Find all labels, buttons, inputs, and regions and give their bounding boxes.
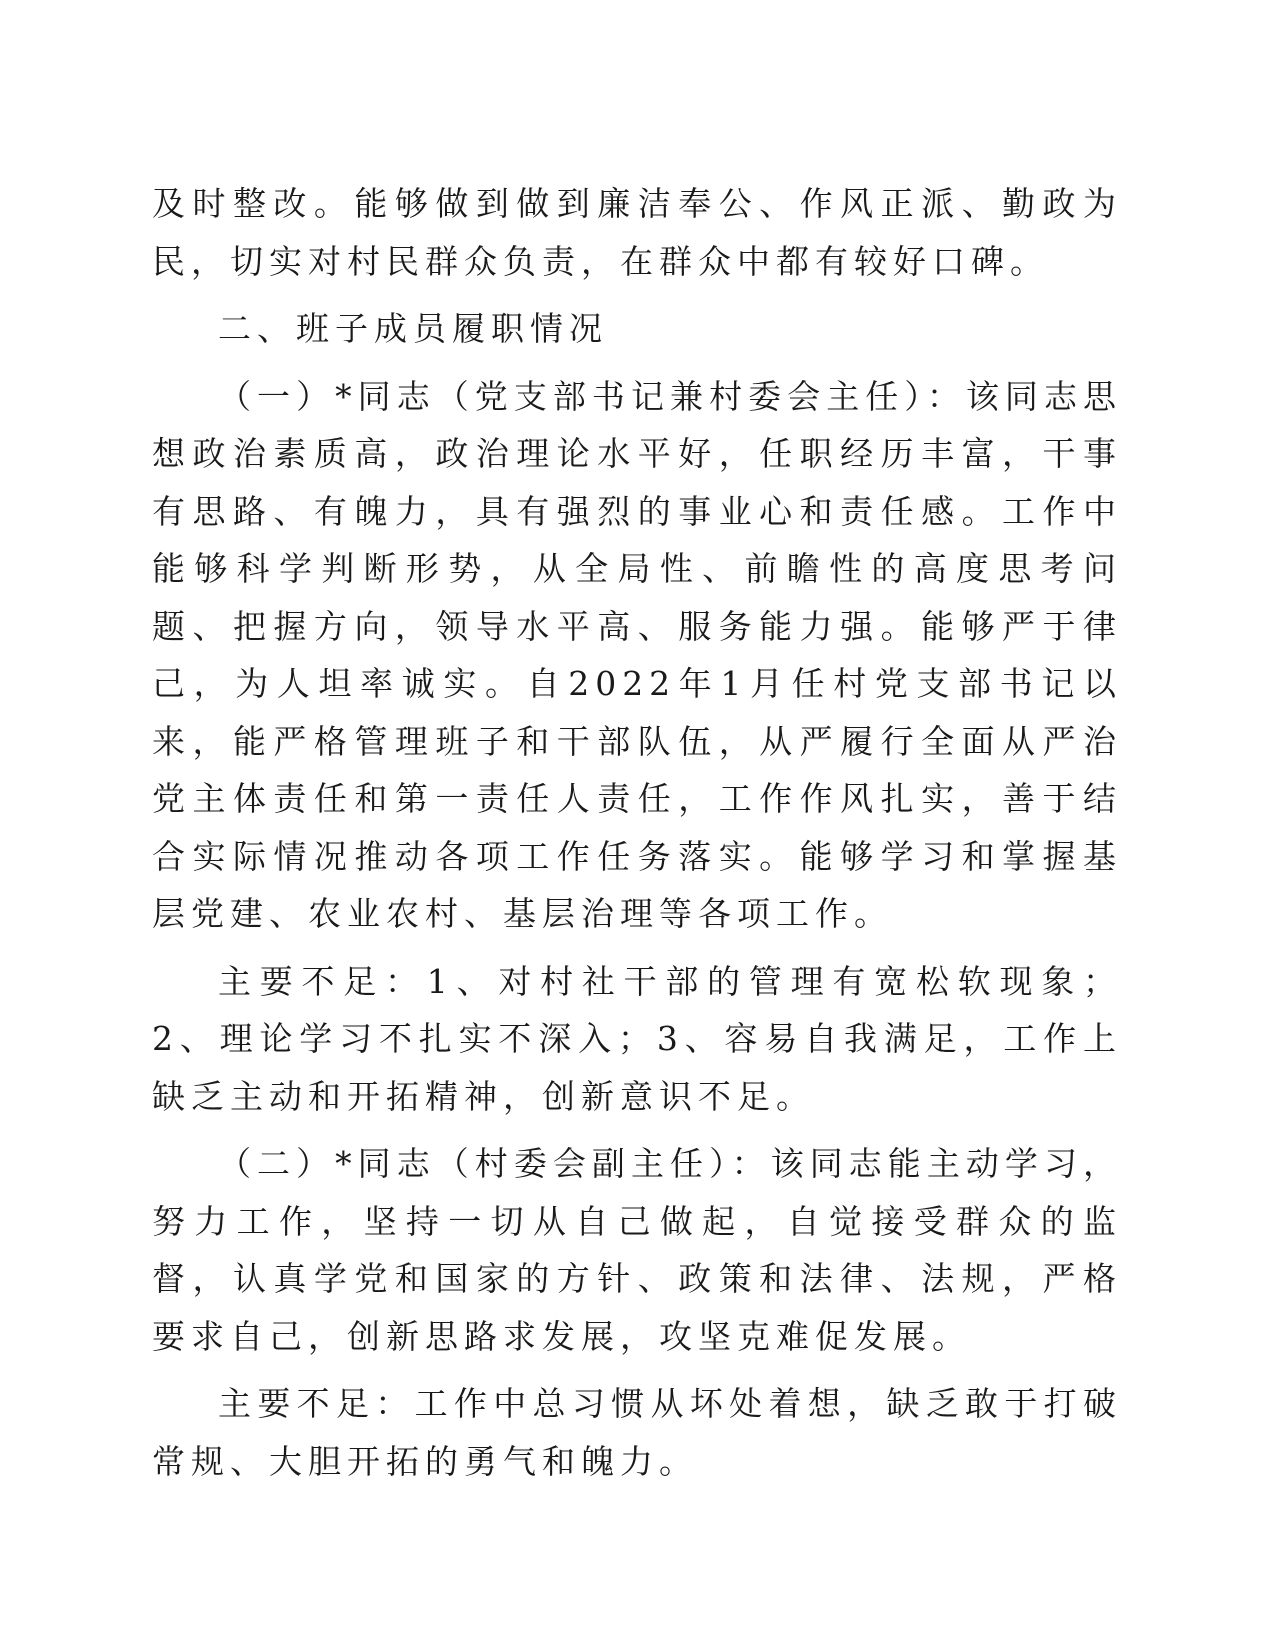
paragraph-member-1-shortcomings: 主要不足：1、对村社干部的管理有宽松软现象；2、理论学习不扎实不深入；3、容易自我满足，工作上缺乏主动和开拓精神，创新意识不足。 — [152, 961, 1122, 1116]
section-heading: 二、班子成员履职情况 — [218, 309, 608, 348]
paragraph-continuation: 及时整改。能够做到做到廉洁奉公、作风正派、勤政为民，切实对村民群众负责，在群众中都有较好口碑。 — [152, 184, 1122, 281]
paragraph-member-2: （二）*同志（村委会副主任）：该同志能主动学习，努力工作，坚持一切从自己做起，自觉接受群众的监督，认真学党和国家的方针、政策和法律、法规，严格要求自己，创新思路求发展，攻坚克难促发展。 — [152, 1144, 1122, 1356]
document-body — [152, 175, 1122, 1490]
paragraph-member-1: （一）*同志（党支部书记兼村委会主任）：该同志思想政治素质高，政治理论水平好，任职经历丰富，干事有思路、有魄力，具有强烈的事业心和责任感。工作中能够科学判断形势，从全局性、前瞻性的高度思考问题、把握方向，领导水平高、服务能力强。能够严于律己，为人坦率诚实。自2022年1月任村党支部书记以来，能严格管理班子和干部队伍，从严履行全面从严治党主体责任和第一责任人责任，工作作风扎实，善于结合实际情况推动各项工作任务落实。能够学习和掌握基层党建、农业农村、基层治理等各项工作。 — [152, 376, 1122, 933]
paragraph-member-2-shortcomings: 主要不足：工作中总习惯从坏处着想，缺乏敢于打破常规、大胆开拓的勇气和魄力。 — [152, 1384, 1122, 1481]
